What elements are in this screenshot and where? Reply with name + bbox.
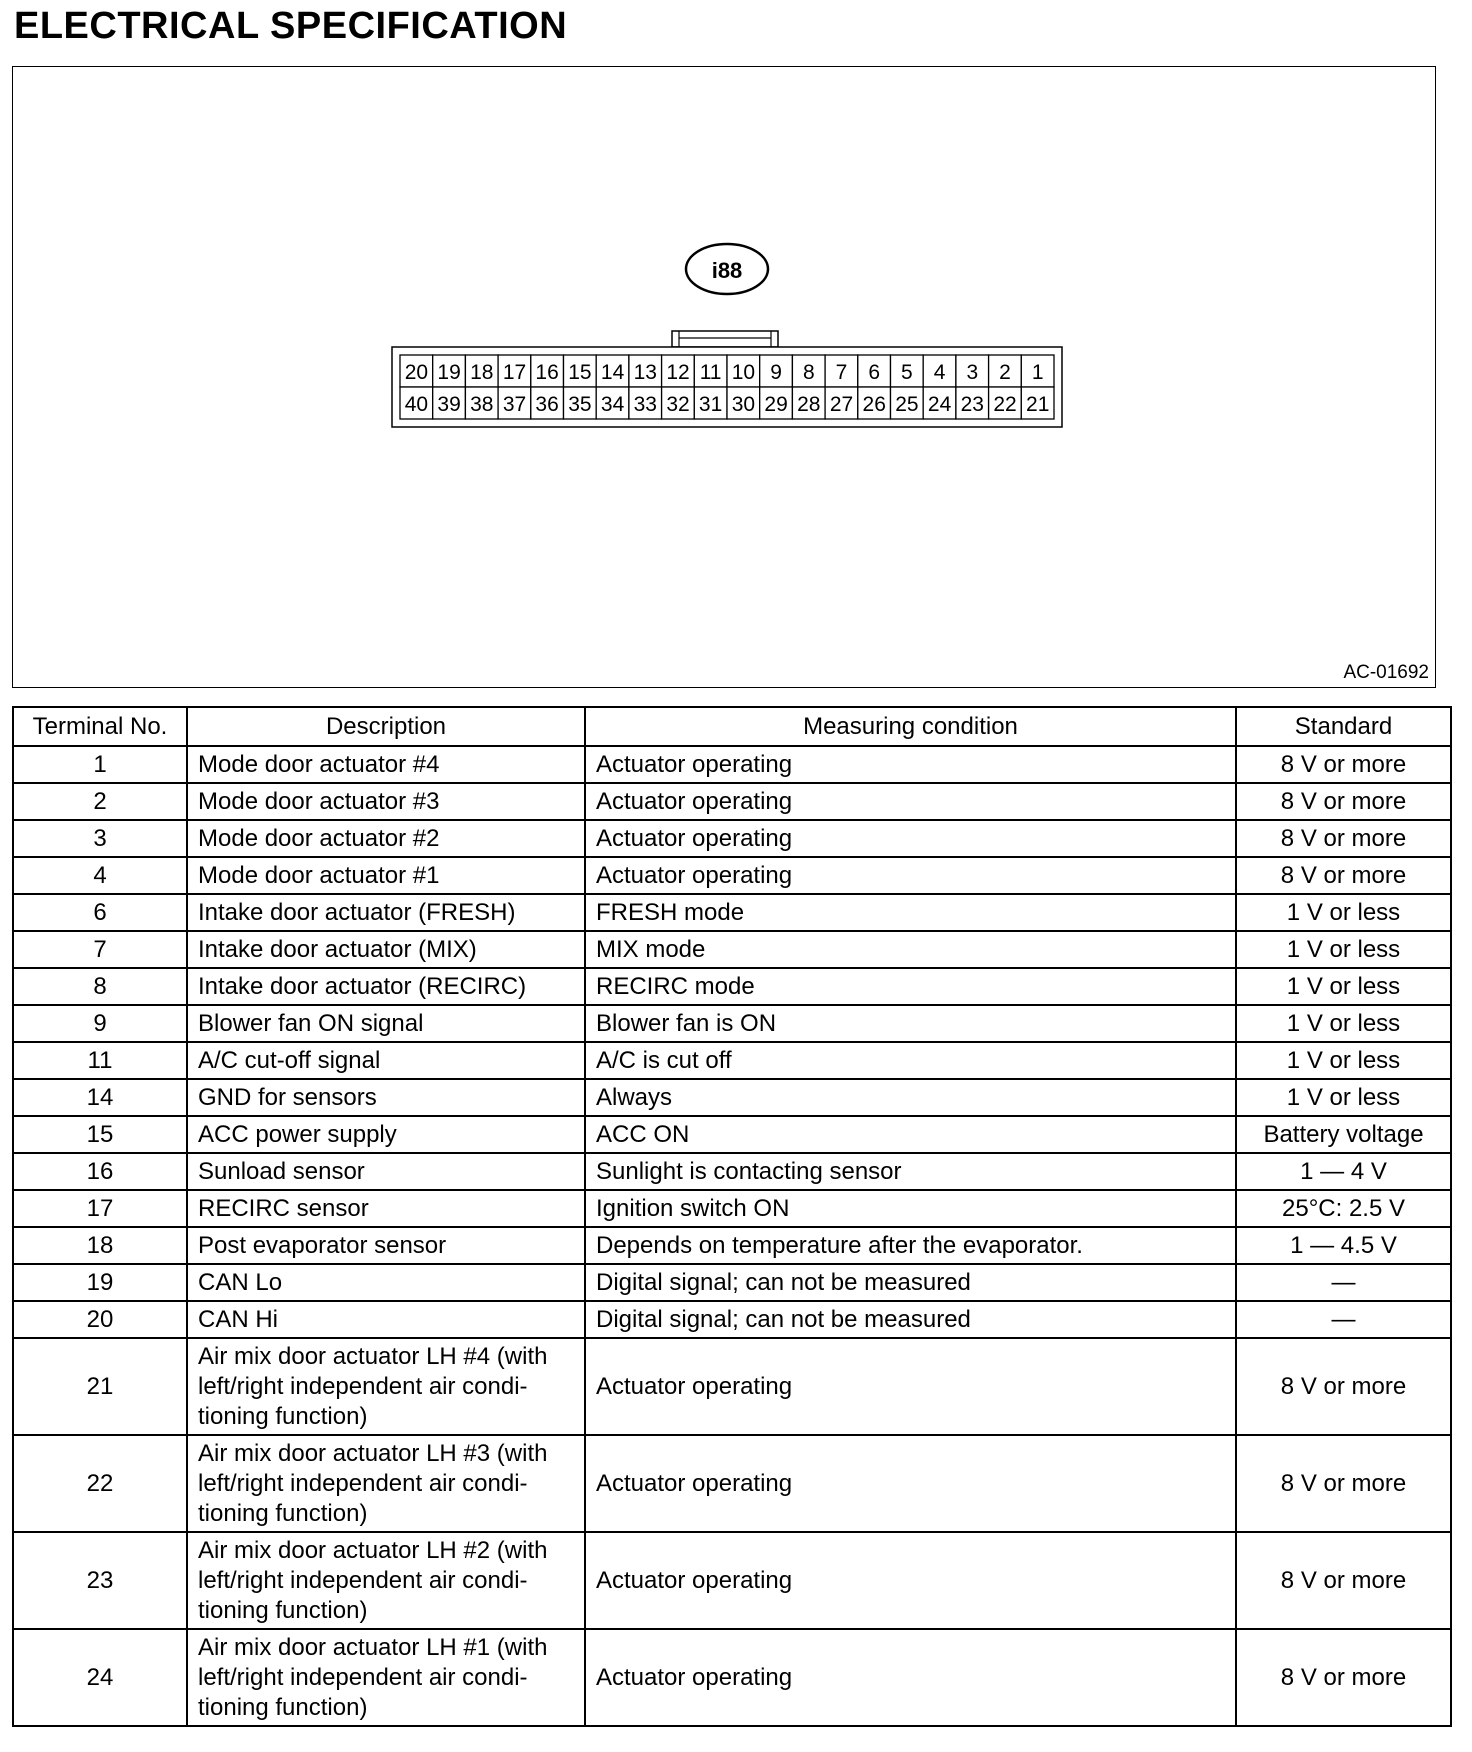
standard-cell: — [1236, 1301, 1451, 1338]
terminal-cell: 11 [13, 1042, 187, 1079]
pin-number: 8 [802, 361, 815, 384]
standard-cell: 25°C: 2.5 V [1236, 1190, 1451, 1227]
standard-cell: 8 V or more [1236, 1435, 1451, 1532]
condition-cell: Sunlight is contacting sensor [585, 1153, 1236, 1190]
terminal-cell: 4 [13, 857, 187, 894]
terminal-cell: 16 [13, 1153, 187, 1190]
condition-cell: ACC ON [585, 1116, 1236, 1153]
table-row [13, 857, 1451, 894]
description-cell: Post evaporator sensor [187, 1227, 585, 1264]
page-title: ELECTRICAL SPECIFICATION [14, 5, 568, 47]
standard-cell: Battery voltage [1236, 1116, 1451, 1153]
description-cell: RECIRC sensor [187, 1190, 585, 1227]
description-cell: Intake door actuator (FRESH) [187, 894, 585, 931]
description-cell: Mode door actuator #1 [187, 857, 585, 894]
pin-number: 34 [600, 393, 625, 416]
standard-cell: 1 — 4 V [1236, 1153, 1451, 1190]
pin-number: 10 [731, 361, 756, 384]
pin-number: 1 [1031, 361, 1044, 384]
condition-cell: Digital signal; can not be measured [585, 1301, 1236, 1338]
pin-number: 3 [966, 361, 979, 384]
terminal-cell: 9 [13, 1005, 187, 1042]
terminal-cell: 6 [13, 894, 187, 931]
standard-cell: 8 V or more [1236, 820, 1451, 857]
description-cell: ACC power supply [187, 1116, 585, 1153]
table-row [13, 1227, 1451, 1264]
table-row [13, 1301, 1451, 1338]
pin-number: 14 [600, 361, 625, 384]
condition-cell: MIX mode [585, 931, 1236, 968]
pin-number: 16 [535, 361, 559, 384]
pin-number: 25 [895, 393, 919, 416]
header-standard: Standard [1236, 707, 1451, 746]
electrical-spec-table [12, 706, 1452, 1727]
description-cell: A/C cut-off signal [187, 1042, 585, 1079]
table-row [13, 1153, 1451, 1190]
table-row [13, 1116, 1451, 1153]
description-cell: Mode door actuator #3 [187, 783, 585, 820]
terminal-cell: 18 [13, 1227, 187, 1264]
standard-cell: 8 V or more [1236, 857, 1451, 894]
pin-number: 19 [437, 361, 461, 384]
description-cell: Sunload sensor [187, 1153, 585, 1190]
pin-grid [400, 355, 1054, 419]
condition-cell: Actuator operating [585, 1338, 1236, 1435]
pin-number: 5 [901, 361, 913, 384]
terminal-cell: 19 [13, 1264, 187, 1301]
pin-number: 29 [764, 393, 788, 416]
pin-number: 20 [404, 361, 429, 384]
standard-cell: 1 V or less [1236, 1079, 1451, 1116]
condition-cell: Actuator operating [585, 1532, 1236, 1629]
table-row [13, 746, 1451, 783]
pin-number: 40 [404, 393, 429, 416]
description-cell: Air mix door actuator LH #2 (with left/right independent air condi-tioning function) [187, 1532, 585, 1629]
description-cell: CAN Hi [187, 1301, 585, 1338]
pin-number: 12 [666, 361, 690, 384]
pin-number: 33 [633, 393, 657, 416]
pin-number: 7 [835, 361, 848, 384]
terminal-cell: 14 [13, 1079, 187, 1116]
condition-cell: Always [585, 1079, 1236, 1116]
pin-number: 22 [993, 393, 1017, 416]
pin-number: 11 [699, 361, 722, 384]
terminal-cell: 7 [13, 931, 187, 968]
terminal-cell: 1 [13, 746, 187, 783]
pin-number: 32 [666, 393, 690, 416]
condition-cell: FRESH mode [585, 894, 1236, 931]
pin-number: 6 [868, 361, 881, 384]
condition-cell: Depends on temperature after the evaporator. [585, 1227, 1236, 1264]
terminal-cell: 22 [13, 1435, 187, 1532]
standard-cell: 8 V or more [1236, 1338, 1451, 1435]
condition-cell: Actuator operating [585, 857, 1236, 894]
condition-cell: A/C is cut off [585, 1042, 1236, 1079]
table-row [13, 1079, 1451, 1116]
table-row [13, 931, 1451, 968]
pin-number: 28 [797, 393, 821, 416]
table-row [13, 894, 1451, 931]
table-row [13, 783, 1451, 820]
condition-cell: Digital signal; can not be measured [585, 1264, 1236, 1301]
table-row [13, 1190, 1451, 1227]
table-row [13, 1338, 1451, 1435]
pin-number: 27 [829, 393, 854, 416]
table-header-row [13, 707, 1451, 746]
condition-cell: Ignition switch ON [585, 1190, 1236, 1227]
pin-number: 37 [502, 393, 527, 416]
pin-number: 9 [770, 361, 782, 384]
pin-number: 30 [731, 393, 756, 416]
description-cell: Air mix door actuator LH #4 (with left/right independent air condi-tioning function) [187, 1338, 585, 1435]
standard-cell: 1 V or less [1236, 1005, 1451, 1042]
standard-cell: 8 V or more [1236, 1629, 1451, 1726]
pin-number: 13 [633, 361, 657, 384]
standard-cell: 8 V or more [1236, 1532, 1451, 1629]
terminal-cell: 3 [13, 820, 187, 857]
condition-cell: Actuator operating [585, 820, 1236, 857]
terminal-cell: 8 [13, 968, 187, 1005]
pin-number: 4 [933, 361, 946, 384]
description-cell: Mode door actuator #2 [187, 820, 585, 857]
standard-cell: 1 V or less [1236, 931, 1451, 968]
table-row [13, 1435, 1451, 1532]
standard-cell: 1 V or less [1236, 894, 1451, 931]
description-cell: Air mix door actuator LH #3 (with left/right independent air condi-tioning function) [187, 1435, 585, 1532]
terminal-cell: 23 [13, 1532, 187, 1629]
description-cell: Blower fan ON signal [187, 1005, 585, 1042]
table-body [13, 746, 1451, 1726]
table-row [13, 1042, 1451, 1079]
pin-number: 31 [698, 393, 723, 416]
terminal-cell: 21 [13, 1338, 187, 1435]
pin-number: 26 [862, 393, 886, 416]
table-row [13, 1264, 1451, 1301]
description-cell: Mode door actuator #4 [187, 746, 585, 783]
connector-id-label: i88 [711, 258, 743, 283]
standard-cell: 8 V or more [1236, 783, 1451, 820]
connector-diagram [13, 67, 1437, 689]
pin-number: 23 [960, 393, 984, 416]
table-row [13, 1532, 1451, 1629]
connector-latch-inner [679, 331, 771, 347]
table-row [13, 1629, 1451, 1726]
condition-cell: Blower fan is ON [585, 1005, 1236, 1042]
description-cell: GND for sensors [187, 1079, 585, 1116]
terminal-cell: 2 [13, 783, 187, 820]
pin-number: 21 [1026, 393, 1050, 416]
description-cell: Intake door actuator (MIX) [187, 931, 585, 968]
pin-number: 2 [999, 361, 1011, 384]
terminal-cell: 24 [13, 1629, 187, 1726]
pin-number: 24 [927, 393, 952, 416]
terminal-cell: 20 [13, 1301, 187, 1338]
standard-cell: 1 — 4.5 V [1236, 1227, 1451, 1264]
terminal-cell: 15 [13, 1116, 187, 1153]
pin-number: 35 [568, 393, 592, 416]
pin-number: 36 [535, 393, 559, 416]
table-row [13, 968, 1451, 1005]
header-condition: Measuring condition [585, 707, 1236, 746]
pin-number: 39 [437, 393, 461, 416]
standard-cell: — [1236, 1264, 1451, 1301]
terminal-cell: 17 [13, 1190, 187, 1227]
description-cell: Intake door actuator (RECIRC) [187, 968, 585, 1005]
header-description: Description [187, 707, 585, 746]
table-row [13, 820, 1451, 857]
description-cell: Air mix door actuator LH #1 (with left/right independent air condi-tioning function) [187, 1629, 585, 1726]
pin-number: 15 [568, 361, 592, 384]
condition-cell: Actuator operating [585, 746, 1236, 783]
pin-number: 17 [502, 361, 527, 384]
connector-figure [12, 66, 1436, 688]
standard-cell: 1 V or less [1236, 1042, 1451, 1079]
header-terminal: Terminal No. [13, 707, 187, 746]
connector-latch [672, 331, 778, 347]
table-row [13, 1005, 1451, 1042]
condition-cell: RECIRC mode [585, 968, 1236, 1005]
pin-number: 18 [470, 361, 494, 384]
figure-code: AC-01692 [1343, 662, 1429, 683]
condition-cell: Actuator operating [585, 783, 1236, 820]
condition-cell: Actuator operating [585, 1629, 1236, 1726]
description-cell: CAN Lo [187, 1264, 585, 1301]
standard-cell: 8 V or more [1236, 746, 1451, 783]
standard-cell: 1 V or less [1236, 968, 1451, 1005]
condition-cell: Actuator operating [585, 1435, 1236, 1532]
pin-number: 38 [470, 393, 494, 416]
